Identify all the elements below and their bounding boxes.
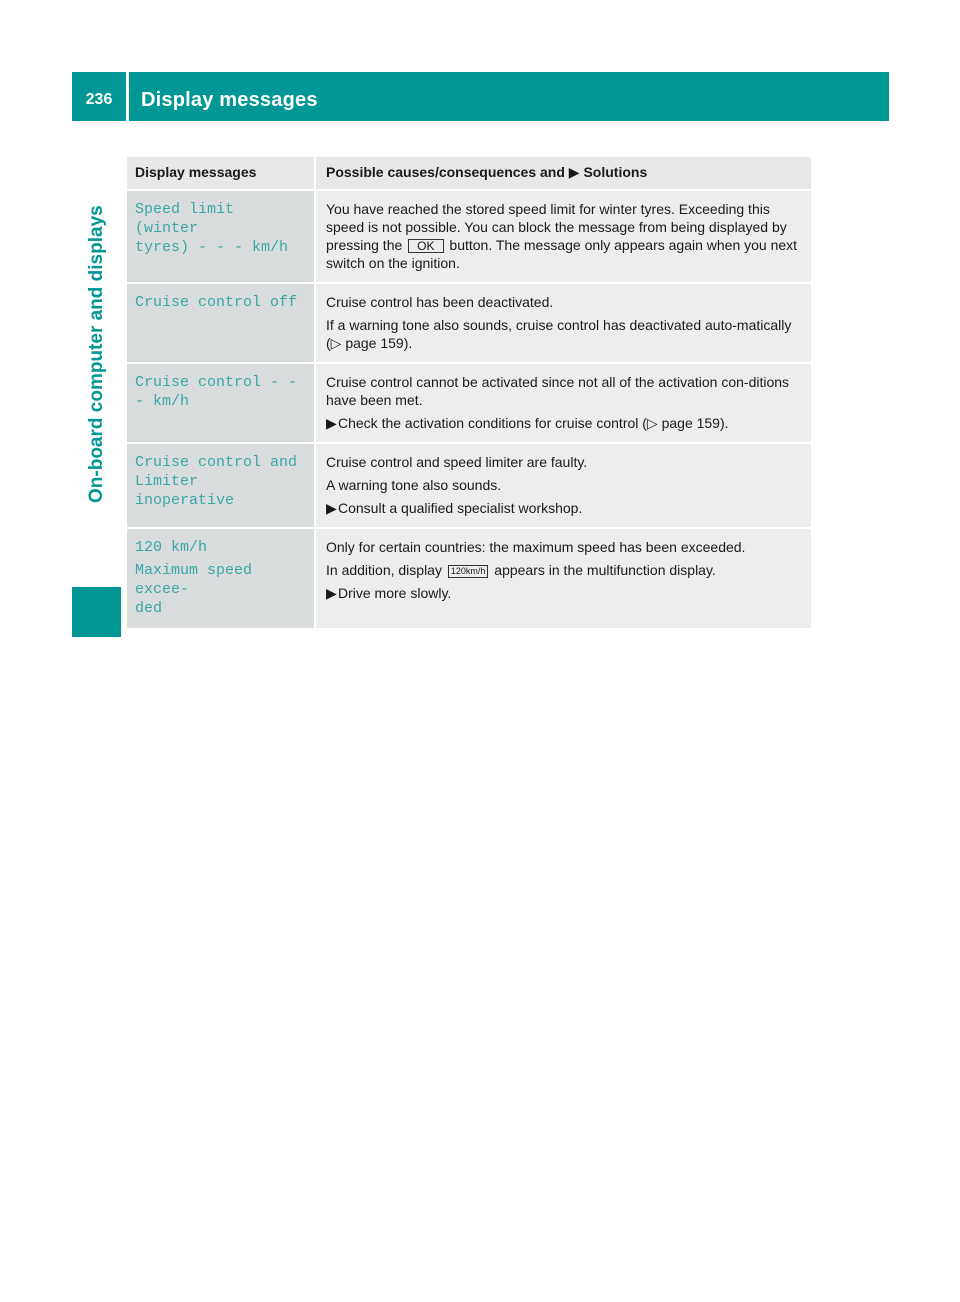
message-line: Maximum speed excee- xyxy=(135,562,253,598)
display-message xyxy=(127,529,316,628)
solution-paragraph: A warning tone also sounds. xyxy=(326,477,502,493)
table-row xyxy=(127,444,811,527)
side-chapter-marker xyxy=(72,587,121,637)
table-row xyxy=(127,364,811,442)
solution-action xyxy=(326,499,803,517)
solution-text: In addition, display xyxy=(326,562,442,578)
arrow-icon: ▶ xyxy=(326,585,337,601)
action-text: Drive more slowly. xyxy=(338,585,452,601)
solution-paragraph: Cruise control cannot be activated since not all of the activation con-ditions have been met. xyxy=(326,374,790,408)
solution-paragraph xyxy=(326,200,803,272)
page-number: 236 xyxy=(85,91,113,108)
solution-text: appears in the multifunction display. xyxy=(494,562,716,578)
solution-cell xyxy=(316,191,811,282)
display-message xyxy=(127,444,316,527)
message-line: 120 km/h xyxy=(135,539,208,556)
speed-limit-display-icon: 120km/h xyxy=(448,565,489,578)
column-header-solutions-text: Possible causes/consequences and xyxy=(326,164,565,180)
table-header-row xyxy=(127,157,811,189)
arrow-icon: ▶ xyxy=(568,164,580,180)
solution-cell xyxy=(316,529,811,628)
table-row xyxy=(127,529,811,628)
side-chapter-label: On-board computer and displays xyxy=(86,205,107,503)
display-message xyxy=(127,191,316,282)
solution-paragraph xyxy=(326,561,803,579)
solution-cell xyxy=(316,284,811,362)
solution-cell xyxy=(316,364,811,442)
ok-button-icon: OK xyxy=(408,239,443,253)
solution-cell xyxy=(316,444,811,527)
column-header-messages: Display messages xyxy=(127,157,316,189)
message-line: - km/h xyxy=(135,393,190,410)
message-line: Limiter inoperative xyxy=(135,473,235,509)
solution-paragraph: If a warning tone also sounds, cruise control has deactivated auto-matically (▷ page 159). xyxy=(326,317,792,351)
table-row xyxy=(127,191,811,282)
column-header-solutions-suffix: Solutions xyxy=(583,164,648,180)
display-message xyxy=(127,284,316,362)
arrow-icon: ▶ xyxy=(326,500,337,516)
section-title: Display messages xyxy=(141,89,318,111)
column-header-solutions xyxy=(316,157,811,189)
action-text: Consult a qualified specialist workshop. xyxy=(338,500,583,516)
solution-paragraph: Cruise control has been deactivated. xyxy=(326,294,554,310)
page-header xyxy=(72,72,889,121)
action-text: Check the activation conditions for cruise control (▷ page 159). xyxy=(338,415,729,431)
display-messages-table xyxy=(127,155,811,630)
message-line: Cruise control and xyxy=(135,454,298,471)
solution-paragraph: Cruise control and speed limiter are faulty. xyxy=(326,454,588,470)
solution-text: button. The message only appears again when you next switch on the ignition. xyxy=(326,237,798,271)
solution-paragraph: Only for certain countries: the maximum speed has been exceeded. xyxy=(326,539,746,555)
message-line: Cruise control off xyxy=(135,294,298,311)
message-line: Cruise control - - xyxy=(135,374,298,391)
solution-action xyxy=(326,414,803,432)
message-line: ded xyxy=(135,600,163,617)
solution-action xyxy=(326,584,803,602)
solution-text: You have reached the stored speed limit for winter tyres. Exceeding this speed is not possible. You can block the message from being displayed by pressing the xyxy=(326,201,787,253)
display-message xyxy=(127,364,316,442)
message-line: Speed limit (winter xyxy=(135,201,235,237)
header-divider xyxy=(126,72,129,121)
table-row xyxy=(127,284,811,362)
message-line: tyres) - - - km/h xyxy=(135,239,289,256)
arrow-icon: ▶ xyxy=(326,415,337,431)
